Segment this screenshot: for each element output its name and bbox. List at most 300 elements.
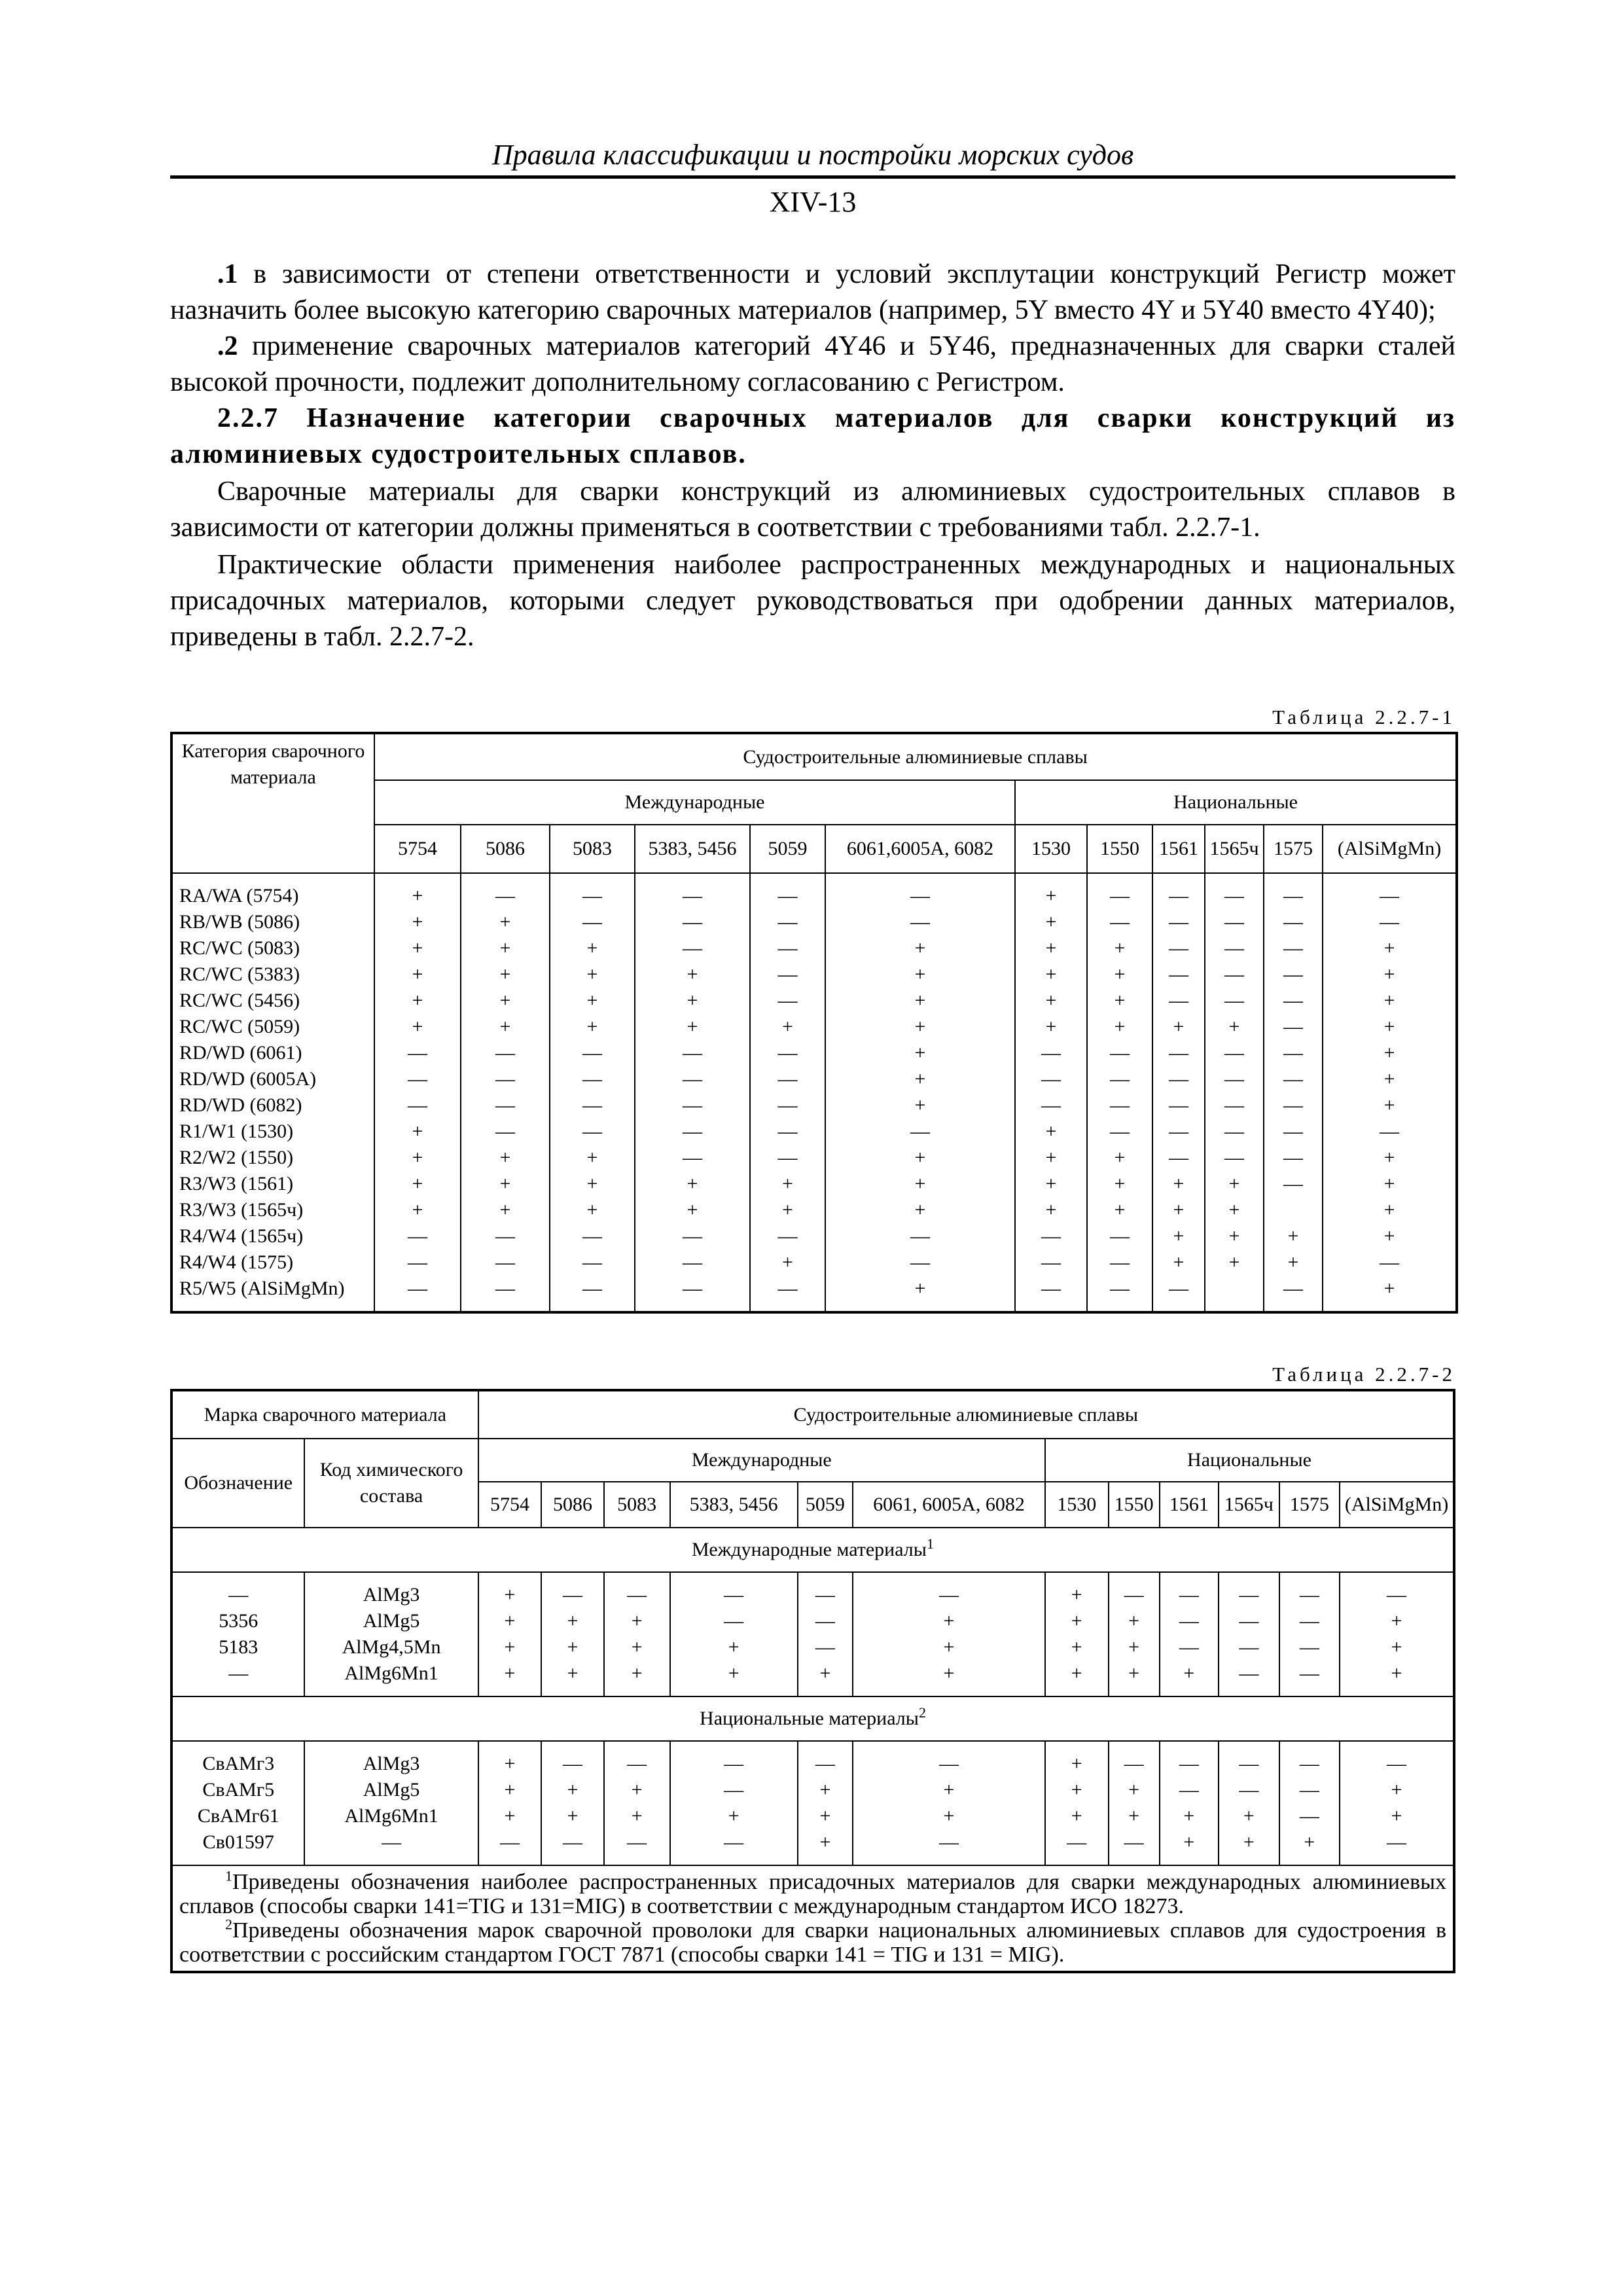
table-cell: + xyxy=(687,1016,698,1037)
table-cell: — xyxy=(1179,1753,1199,1774)
table-cell: — xyxy=(1239,1779,1259,1801)
table-cell: — xyxy=(724,1753,744,1774)
table-cell: — xyxy=(910,885,930,906)
table-cell: + xyxy=(914,1278,926,1299)
table-cell: — xyxy=(1179,1779,1199,1801)
data-column xyxy=(461,873,550,1312)
table-cell: + xyxy=(1045,1121,1057,1142)
table-cell: — xyxy=(627,1584,647,1605)
table-cell: + xyxy=(1228,1251,1240,1273)
table-cell: + xyxy=(782,1173,793,1194)
data-column xyxy=(478,1572,542,1696)
table-cell xyxy=(1208,1276,1260,1302)
table-cell: + xyxy=(1114,937,1126,959)
table-cell: + xyxy=(412,885,423,906)
table-cell: — xyxy=(563,1584,583,1605)
table-cell: — xyxy=(1169,937,1188,959)
column-header: (AlSiMgMn) xyxy=(1323,825,1457,873)
table-cell: + xyxy=(1173,1199,1185,1221)
category-label: R3/W3 (1561) xyxy=(179,1173,294,1194)
international-header: Международные xyxy=(374,780,1015,825)
table-cell: + xyxy=(499,1199,511,1221)
table-cell: + xyxy=(567,1662,579,1684)
category-label: RC/WC (5083) xyxy=(179,937,300,959)
table-cell: — xyxy=(582,1068,602,1090)
table-cell: — xyxy=(1169,911,1188,933)
table-cell: + xyxy=(914,1068,926,1090)
table-cell: — xyxy=(495,1278,515,1299)
table-cell: — xyxy=(939,1584,959,1605)
data-column xyxy=(798,1572,853,1696)
column-header: 1550 xyxy=(1109,1482,1160,1528)
designation-header: Обозначение xyxy=(171,1439,304,1528)
table-cell: 5183 xyxy=(219,1636,259,1658)
table-cell: + xyxy=(499,1016,511,1037)
table-cell: + xyxy=(1071,1584,1082,1605)
table-cell: — xyxy=(408,1042,427,1064)
category-label: RD/WD (6061) xyxy=(179,1042,302,1064)
table-cell: + xyxy=(728,1805,740,1827)
table-cell: + xyxy=(1114,1199,1126,1221)
table-cell: + xyxy=(504,1779,516,1801)
table-cell: — xyxy=(939,1753,959,1774)
table-cell: — xyxy=(1283,885,1303,906)
table-cell: — xyxy=(1169,885,1188,906)
table-cell: — xyxy=(408,1251,427,1273)
table-cell: — xyxy=(1283,990,1303,1011)
table-cell: + xyxy=(1391,1779,1402,1801)
table-cell: + xyxy=(1383,1068,1395,1090)
table-cell: + xyxy=(1228,1199,1240,1221)
table-cell: + xyxy=(1045,1147,1057,1168)
table-cell: — xyxy=(499,1831,520,1853)
table-cell: + xyxy=(1304,1831,1315,1853)
alloys-group-header: Судостроительные алюминиевые сплавы xyxy=(374,733,1457,780)
table-cell: — xyxy=(1224,963,1244,985)
table-cell: — xyxy=(408,1094,427,1116)
table-cell: — xyxy=(683,1121,702,1142)
data-column xyxy=(541,1741,604,1865)
table-cell: — xyxy=(1067,1831,1087,1853)
table-cell: — xyxy=(1299,1779,1319,1801)
table-cell: + xyxy=(1383,1016,1395,1037)
table-cell: + xyxy=(631,1805,643,1827)
table-cell: — xyxy=(408,1068,427,1090)
table-cell: — xyxy=(683,1094,702,1116)
table-cell: + xyxy=(728,1636,740,1658)
table-cell: — xyxy=(495,1094,515,1116)
body-text xyxy=(170,257,1455,656)
table-cell: — xyxy=(582,1094,602,1116)
column-header: 5086 xyxy=(541,1482,604,1528)
table-cell: — xyxy=(1299,1753,1319,1774)
data-column xyxy=(1219,1572,1279,1696)
column-header: 5754 xyxy=(374,825,461,873)
table-cell: + xyxy=(1243,1805,1255,1827)
table-cell: + xyxy=(1045,1199,1057,1221)
table-cell: + xyxy=(1114,1147,1126,1168)
table-cell: + xyxy=(412,1121,423,1142)
table-cell: + xyxy=(914,1042,926,1064)
table-cell: + xyxy=(504,1584,516,1605)
table-cell: + xyxy=(1045,911,1057,933)
list-item-2 xyxy=(170,329,1455,401)
table-cell: + xyxy=(412,1016,423,1037)
table-cell: + xyxy=(504,1805,516,1827)
list-item-1 xyxy=(170,257,1455,329)
category-label: R5/W5 (AlSiMgMn) xyxy=(179,1278,345,1299)
data-column xyxy=(825,873,1015,1312)
table1-caption: Таблица 2.2.7-1 xyxy=(1272,706,1455,728)
table-cell: + xyxy=(914,1016,926,1037)
data-column xyxy=(1279,1741,1340,1865)
data-column xyxy=(1109,1572,1160,1696)
table-cell: + xyxy=(412,1147,423,1168)
table-cell: + xyxy=(1128,1779,1140,1801)
table-cell: — xyxy=(777,1278,798,1299)
table-cell: — xyxy=(1041,1094,1061,1116)
column-header: 5383, 5456 xyxy=(670,1482,798,1528)
table-cell: — xyxy=(683,937,702,959)
table-cell: + xyxy=(1391,1662,1402,1684)
table-cell: — xyxy=(777,1147,798,1168)
table-cell: + xyxy=(1383,1042,1395,1064)
table-cell: + xyxy=(914,963,926,985)
table-cell: + xyxy=(1228,1173,1240,1194)
table-cell: — xyxy=(1299,1636,1319,1658)
table-cell: — xyxy=(1169,1147,1188,1168)
table-cell: + xyxy=(943,1610,955,1632)
table-cell: — xyxy=(495,1121,515,1142)
column-header: 1530 xyxy=(1045,1482,1109,1528)
category-header: Категория сварочного материала xyxy=(171,733,374,873)
table-cell xyxy=(1267,1197,1319,1223)
table-cell: — xyxy=(1283,1042,1303,1064)
table-cell: — xyxy=(408,1278,427,1299)
table-cell: — xyxy=(777,911,798,933)
column-header: 1565ч xyxy=(1219,1482,1279,1528)
table-cell: + xyxy=(1173,1225,1185,1247)
table-cell: + xyxy=(1287,1225,1299,1247)
table-cell: — xyxy=(1124,1753,1144,1774)
column-header: 5083 xyxy=(604,1482,670,1528)
data-column xyxy=(853,1572,1045,1696)
table-cell: — xyxy=(683,1225,702,1247)
table-cell: + xyxy=(1383,963,1395,985)
table-cell: — xyxy=(1041,1068,1061,1090)
category-label: R4/W4 (1575) xyxy=(179,1251,294,1273)
column-header: 1530 xyxy=(1015,825,1087,873)
data-column xyxy=(1015,873,1087,1312)
table-cell: + xyxy=(728,1662,740,1684)
table-cell: + xyxy=(631,1610,643,1632)
table-cell: — xyxy=(939,1831,959,1853)
table-cell: — xyxy=(777,1094,798,1116)
table-cell: — xyxy=(1169,1094,1188,1116)
table-cell: — xyxy=(1283,1016,1303,1037)
table-cell: + xyxy=(943,1779,955,1801)
table-cell: + xyxy=(943,1662,955,1684)
table-cell: + xyxy=(1183,1831,1195,1853)
column-header: 6061, 6005A, 6082 xyxy=(853,1482,1045,1528)
category-label: RC/WC (5456) xyxy=(179,990,300,1011)
table-cell: + xyxy=(412,1199,423,1221)
table-cell: — xyxy=(1179,1584,1199,1605)
item-text: применение сварочных материалов категорий 4Y46 и 5Y46, предназначенных для сварки сталей высокой прочности, подлежит дополнительному согласованию с Регистром. xyxy=(170,331,1455,397)
table-cell: + xyxy=(1173,1016,1185,1037)
table-cell: — xyxy=(683,1147,702,1168)
paragraph-2: Практические области применения наиболее распространенных международных и национальных присадочных материалов, которыми следует руководствоваться при одобрении данных материалов, приведены в табл. 2.2.7-2. xyxy=(170,550,1455,652)
table-cell: — xyxy=(1299,1610,1319,1632)
national-header: Национальные xyxy=(1045,1439,1454,1482)
table-cell: + xyxy=(782,1199,793,1221)
alloys-group-header: Судостроительные алюминиевые сплавы xyxy=(478,1390,1454,1439)
table-cell: — xyxy=(1041,1251,1061,1273)
table-cell: — xyxy=(1239,1610,1259,1632)
data-column xyxy=(604,1741,670,1865)
table-cell: — xyxy=(1169,1042,1188,1064)
section-title: Назначение категории сварочных материалов для сварки конструкций из алюминиевых судостроительных сплавов. xyxy=(170,403,1455,469)
international-header: Международные xyxy=(478,1439,1045,1482)
data-column xyxy=(798,1741,853,1865)
column-header: 1565ч xyxy=(1205,825,1264,873)
table-cell: AlMg3 xyxy=(363,1584,420,1605)
table-cell: + xyxy=(1128,1805,1140,1827)
data-column xyxy=(1219,1741,1279,1865)
table-cell: — xyxy=(382,1831,402,1853)
page-number: XIV-13 xyxy=(769,186,857,218)
category-label: RB/WB (5086) xyxy=(179,911,300,933)
table-cell: + xyxy=(1383,937,1395,959)
table-cell: + xyxy=(1383,1278,1395,1299)
category-column xyxy=(171,873,374,1312)
table-cell: — xyxy=(1387,1831,1407,1853)
data-column xyxy=(635,873,750,1312)
category-label: RD/WD (6005A) xyxy=(179,1068,317,1090)
table-cell: — xyxy=(777,1121,798,1142)
table-cell: AlMg6Mn1 xyxy=(344,1662,438,1684)
table-cell: — xyxy=(1387,1753,1407,1774)
section-national-materials: Национальные материалы$^2$ xyxy=(171,1696,1454,1741)
table-footnotes xyxy=(171,1865,1454,1972)
table-cell: — xyxy=(1283,963,1303,985)
table-cell: — xyxy=(582,1251,602,1273)
table-cell: + xyxy=(1114,1016,1126,1037)
table-cell: — xyxy=(1124,1584,1144,1605)
table-cell: + xyxy=(1173,1251,1185,1273)
table-cell: + xyxy=(567,1636,579,1658)
table-cell: — xyxy=(1283,937,1303,959)
table-cell: — xyxy=(815,1610,835,1632)
table-cell: — xyxy=(1110,1225,1130,1247)
table-cell: + xyxy=(1391,1805,1402,1827)
data-column xyxy=(604,1572,670,1696)
table-cell: + xyxy=(687,963,698,985)
data-column xyxy=(750,873,825,1312)
table-cell: — xyxy=(1283,1173,1303,1194)
table-cell: + xyxy=(1383,1147,1395,1168)
table-cell: — xyxy=(683,911,702,933)
data-column xyxy=(670,1572,798,1696)
section-number: 2.2.7 xyxy=(217,403,279,433)
table-cell: + xyxy=(914,1147,926,1168)
table-cell: СвАМг5 xyxy=(202,1779,275,1801)
table-cell: + xyxy=(819,1779,831,1801)
data-column xyxy=(1340,1741,1454,1865)
table-cell: + xyxy=(1391,1636,1402,1658)
column-header: 1561 xyxy=(1152,825,1205,873)
table-cell: — xyxy=(815,1584,835,1605)
column-header: 5754 xyxy=(478,1482,542,1528)
footnote-2: $^2$Приведены обозначения марок сварочной проволоки для сварки национальных алюминиевых сплавов для судостроения в соответствии с российским стандартом ГОСТ 7871 (способы сварки 141 = TIG и 131 = MIG). xyxy=(179,1916,1446,1967)
table-cell: — xyxy=(1110,1094,1130,1116)
table-cell: — xyxy=(1224,1147,1244,1168)
table-cell: AlMg4,5Mn xyxy=(342,1636,441,1658)
table-cell: + xyxy=(1183,1805,1195,1827)
table-cell: — xyxy=(1380,885,1400,906)
data-column xyxy=(853,1741,1045,1865)
table-cell: + xyxy=(1071,1753,1082,1774)
table-cell: + xyxy=(586,1016,598,1037)
column-header: 1561 xyxy=(1160,1482,1219,1528)
table-cell: — xyxy=(683,885,702,906)
table-cell: + xyxy=(499,963,511,985)
table-cell: AlMg5 xyxy=(363,1610,420,1632)
table-cell: — xyxy=(1239,1662,1259,1684)
table-cell: + xyxy=(499,937,511,959)
category-label: R4/W4 (1565ч) xyxy=(179,1225,304,1247)
table-cell: — xyxy=(495,1225,515,1247)
table-cell: + xyxy=(687,1173,698,1194)
table-cell: + xyxy=(1183,1662,1195,1684)
table-cell: — xyxy=(1239,1753,1259,1774)
table-cell: — xyxy=(815,1753,835,1774)
item-text: в зависимости от степени ответственности и условий эксплутации конструкций Регистр может назначить более высокую категорию сварочных материалов (например, 5Y вместо 4Y и 5Y40 вместо 4Y40); xyxy=(170,259,1455,325)
section-international-materials: Международные материалы$^1$ xyxy=(171,1528,1454,1572)
data-column xyxy=(374,873,461,1312)
table-cell: — xyxy=(1224,1068,1244,1090)
data-column xyxy=(541,1572,604,1696)
table-cell: — xyxy=(1224,1042,1244,1064)
table-cell: + xyxy=(1228,1016,1240,1037)
table-cell: — xyxy=(627,1831,647,1853)
table-cell: + xyxy=(412,963,423,985)
table-cell: — xyxy=(1299,1805,1319,1827)
table-cell: — xyxy=(495,1042,515,1064)
table-cell: + xyxy=(504,1636,516,1658)
table-cell: + xyxy=(499,911,511,933)
table-cell: — xyxy=(495,885,515,906)
table-cell: + xyxy=(1071,1805,1082,1827)
table-cell: — xyxy=(683,1068,702,1090)
item-number: .1 xyxy=(217,259,238,289)
data-column xyxy=(1340,1572,1454,1696)
table-cell: + xyxy=(412,911,423,933)
table-cell: — xyxy=(228,1584,249,1605)
table-2-2-7-1 xyxy=(170,732,1458,1314)
data-column xyxy=(1160,1741,1219,1865)
table-cell: + xyxy=(567,1779,579,1801)
table-cell: + xyxy=(1383,1094,1395,1116)
table-cell: — xyxy=(815,1636,835,1658)
table-cell: — xyxy=(1110,911,1130,933)
table-cell: — xyxy=(1224,911,1244,933)
table-cell: + xyxy=(1128,1662,1140,1684)
table-cell: — xyxy=(724,1584,744,1605)
table-cell: + xyxy=(412,1173,423,1194)
table-cell: AlMg3 xyxy=(363,1753,420,1774)
table-cell: + xyxy=(1383,1173,1395,1194)
table-cell: — xyxy=(1124,1831,1144,1853)
table-cell: — xyxy=(777,1042,798,1064)
table-cell: — xyxy=(1169,1278,1188,1299)
table-cell: — xyxy=(495,1251,515,1273)
table-cell: + xyxy=(782,1251,793,1273)
data-column xyxy=(1160,1572,1219,1696)
table-cell: — xyxy=(1387,1584,1407,1605)
table-2-2-7-2 xyxy=(170,1389,1455,1973)
table-cell: — xyxy=(777,1225,798,1247)
national-header: Национальные xyxy=(1015,780,1457,825)
table-cell: СвАМг61 xyxy=(197,1805,279,1827)
table-cell: — xyxy=(683,1251,702,1273)
table-cell: — xyxy=(582,1278,602,1299)
footnote-1: $^1$Приведены обозначения наиболее распространенных присадочных материалов для сварки международных алюминиевых сплавов (способы сварки 141=TIG и 131=MIG) в соответствии с международным стандартом ИСО 18273. xyxy=(179,1867,1446,1918)
table-cell: — xyxy=(910,911,930,933)
table-cell: + xyxy=(1173,1173,1185,1194)
data-column xyxy=(1045,1572,1109,1696)
data-column xyxy=(670,1741,798,1865)
table-cell: + xyxy=(914,1173,926,1194)
column-header: 5383, 5456 xyxy=(635,825,750,873)
column-header: 5059 xyxy=(750,825,825,873)
table-cell: + xyxy=(631,1662,643,1684)
table-cell: — xyxy=(1239,1636,1259,1658)
table-cell: + xyxy=(782,1016,793,1037)
table-cell: — xyxy=(1224,1094,1244,1116)
table-cell: — xyxy=(582,885,602,906)
table-cell: + xyxy=(631,1636,643,1658)
data-column xyxy=(1205,873,1264,1312)
column-header: 5059 xyxy=(798,1482,853,1528)
table-cell: + xyxy=(504,1610,516,1632)
designation-column xyxy=(171,1572,304,1696)
table-cell: + xyxy=(1045,885,1057,906)
table-cell: — xyxy=(627,1753,647,1774)
table-cell: — xyxy=(683,1042,702,1064)
table-cell: — xyxy=(228,1662,249,1684)
chem-code-column xyxy=(304,1741,478,1865)
item-number: .2 xyxy=(217,331,238,361)
table-cell: — xyxy=(1169,990,1188,1011)
table-cell: — xyxy=(1224,937,1244,959)
table-cell: + xyxy=(504,1662,516,1684)
table-cell: + xyxy=(914,1094,926,1116)
table-cell: — xyxy=(777,990,798,1011)
table-cell: + xyxy=(1128,1636,1140,1658)
table-cell: + xyxy=(1391,1610,1402,1632)
table-cell: СвАМг3 xyxy=(202,1753,275,1774)
table-cell: + xyxy=(914,990,926,1011)
table-cell: — xyxy=(582,911,602,933)
table-cell: + xyxy=(1287,1251,1299,1273)
table-cell: + xyxy=(586,937,598,959)
table-cell: + xyxy=(586,963,598,985)
table-cell: + xyxy=(567,1805,579,1827)
table-cell: — xyxy=(1110,1042,1130,1064)
data-column xyxy=(1264,873,1323,1312)
table-cell: + xyxy=(499,990,511,1011)
